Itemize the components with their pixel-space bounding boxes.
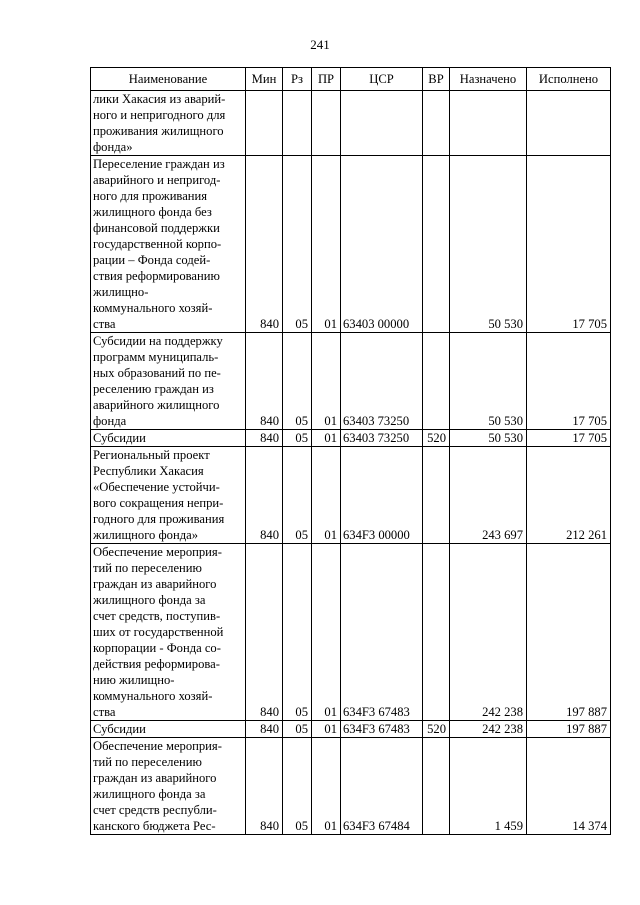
row-assigned: 1 459 [450,738,527,835]
table-row [91,333,611,430]
row-min [246,91,283,156]
table-header-row [91,68,611,91]
table-row [91,447,611,544]
budget-table [90,67,611,835]
row-min: 840 [246,544,283,721]
row-name: Обеспечение мероприя- тий по переселению граждан из аварийного жилищного фонда за счет средств, поступив- ших от государственной корпорации - Фонда со- действия реформирова- нию жилищно- коммунального хозяй- ства [91,544,246,721]
row-csr: 634F3 67484 [341,738,423,835]
row-rz: 05 [283,738,312,835]
row-csr: 63403 00000 [341,156,423,333]
row-executed: 14 374 [527,738,611,835]
row-executed: 197 887 [527,721,611,738]
table-row [91,544,611,721]
row-vr [423,91,450,156]
row-min: 840 [246,333,283,430]
row-assigned: 50 530 [450,430,527,447]
row-vr: 520 [423,430,450,447]
row-csr: 63403 73250 [341,430,423,447]
table-row [91,156,611,333]
row-name: Субсидии [91,430,246,447]
row-executed: 17 705 [527,333,611,430]
row-pr: 01 [312,738,341,835]
row-pr: 01 [312,447,341,544]
row-csr: 634F3 67483 [341,544,423,721]
row-executed [527,91,611,156]
row-csr: 634F3 00000 [341,447,423,544]
header-csr: ЦСР [341,68,423,91]
header-name: Наименование [91,68,246,91]
row-rz [283,91,312,156]
row-name: Региональный проект Республики Хакасия «Обеспечение устойчи- вого сокращения непри- годного для проживания жилищного фонда» [91,447,246,544]
row-rz: 05 [283,544,312,721]
row-name: Переселение граждан из аварийного и непригод- ного для проживания жилищного фонда без финансовой поддержки государственной корпо- рации – Фонда содей- ствия реформированию жилищно- коммунального хозяй- ства [91,156,246,333]
row-vr [423,544,450,721]
row-name: Субсидии [91,721,246,738]
row-vr [423,738,450,835]
row-pr: 01 [312,544,341,721]
header-vr: ВР [423,68,450,91]
row-min: 840 [246,156,283,333]
row-pr [312,91,341,156]
header-pr: ПР [312,68,341,91]
row-name: лики Хакасия из аварий- ного и непригодного для проживания жилищного фонда» [91,91,246,156]
row-rz: 05 [283,721,312,738]
row-csr [341,91,423,156]
header-assigned: Назначено [450,68,527,91]
header-rz: Рз [283,68,312,91]
row-rz: 05 [283,333,312,430]
row-rz: 05 [283,447,312,544]
row-pr: 01 [312,721,341,738]
header-min: Мин [246,68,283,91]
row-executed: 212 261 [527,447,611,544]
row-executed: 17 705 [527,156,611,333]
row-min: 840 [246,738,283,835]
row-executed: 197 887 [527,544,611,721]
row-assigned [450,91,527,156]
row-min: 840 [246,721,283,738]
row-vr [423,447,450,544]
row-pr: 01 [312,333,341,430]
row-name: Обеспечение мероприя- тий по переселению граждан из аварийного жилищного фонда за счет средств республи- канского бюджета Рес- [91,738,246,835]
page-number: 241 [310,37,330,52]
table-row [91,91,611,156]
row-assigned: 50 530 [450,333,527,430]
table-row [91,721,611,738]
row-rz: 05 [283,156,312,333]
row-vr [423,156,450,333]
row-executed: 17 705 [527,430,611,447]
table-row [91,738,611,835]
row-min: 840 [246,430,283,447]
row-rz: 05 [283,430,312,447]
row-min: 840 [246,447,283,544]
row-pr: 01 [312,156,341,333]
row-vr: 520 [423,721,450,738]
table-row [91,430,611,447]
row-assigned: 50 530 [450,156,527,333]
row-csr: 63403 73250 [341,333,423,430]
row-name: Субсидии на поддержку программ муниципаль- ных образований по пе- реселению граждан из аварийного жилищного фонда [91,333,246,430]
row-assigned: 242 238 [450,544,527,721]
row-assigned: 242 238 [450,721,527,738]
row-vr [423,333,450,430]
row-csr: 634F3 67483 [341,721,423,738]
header-executed: Исполнено [527,68,611,91]
row-pr: 01 [312,430,341,447]
row-assigned: 243 697 [450,447,527,544]
